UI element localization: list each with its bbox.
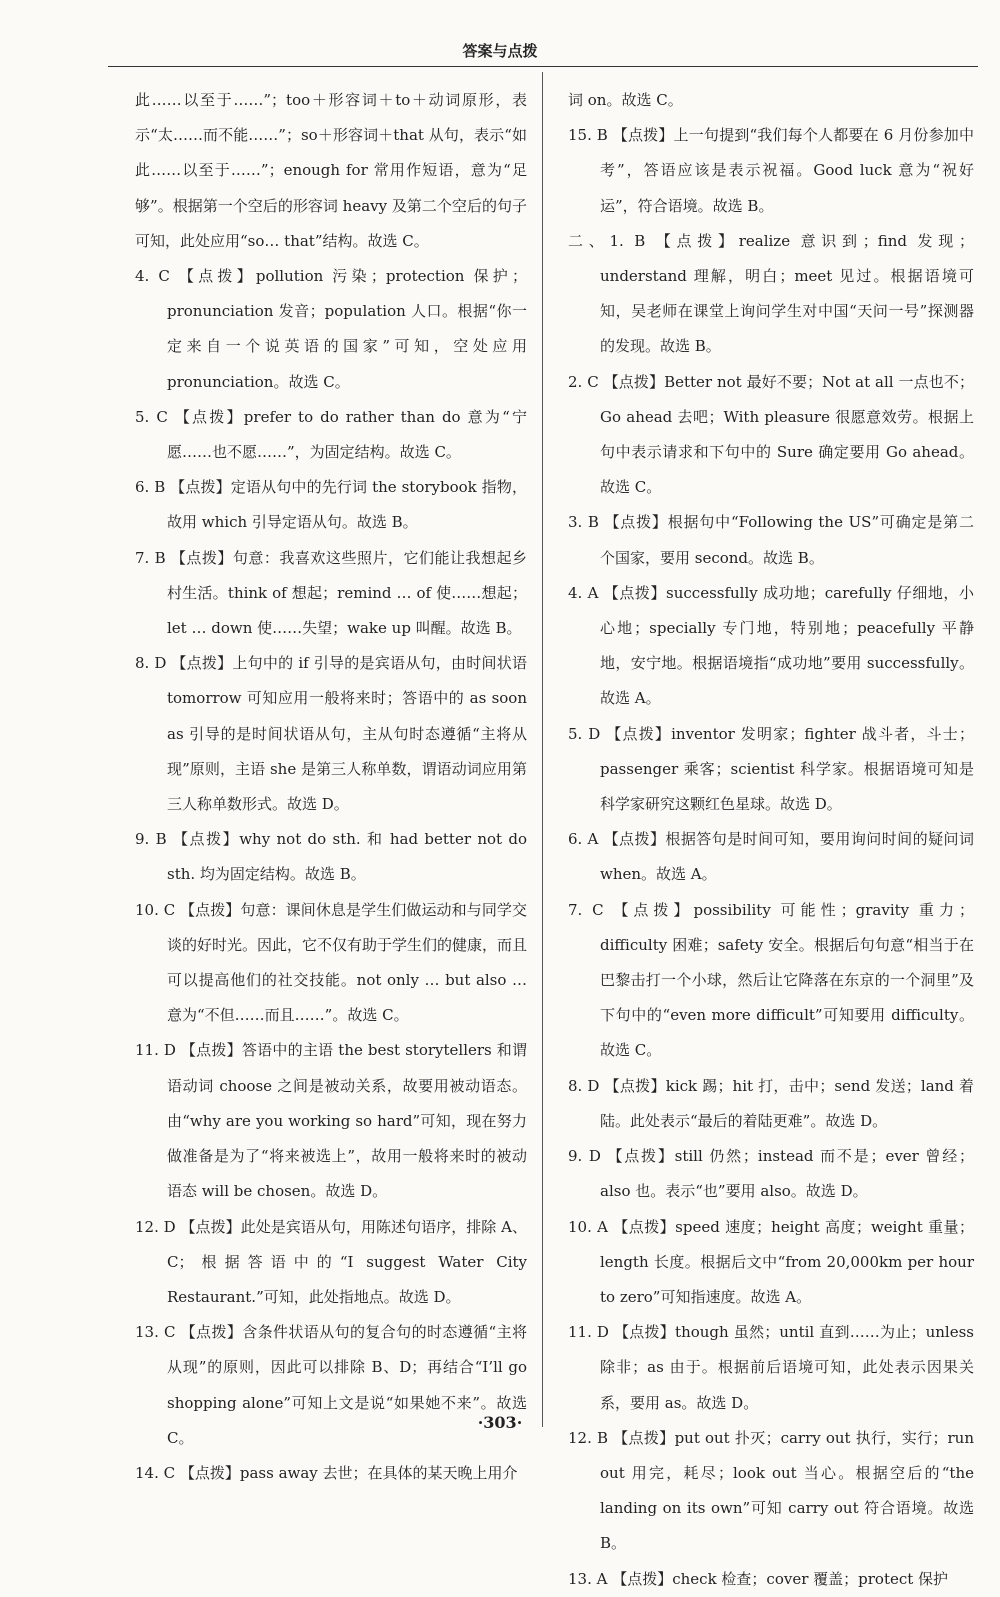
- answer-item: 10. C 【点拨】句意：课间休息是学生们做运动和与同学交谈的好时光。因此，它不仅有助于学生们的健康，而且可以提高他们的社交技能。not only … but also … 意为“不但……而且……”。故选 C。: [135, 900, 532, 1025]
- header-rule: [108, 66, 978, 67]
- answer-item: 5. D 【点拨】inventor 发明家；fighter 战斗者，斗士；passenger 乘客；scientist 科学家。根据语境可知是科学家研究这颗红色星球。故选 D。: [568, 724, 974, 814]
- answer-item: 13. C 【点拨】含条件状语从句的复合句的时态遵循“主将从现”的原则，因此可以排除 B、D；再结合“I’ll go shopping alone”可知上文是说“如果她不来”。故选 C。: [135, 1323, 532, 1447]
- answer-item: 4. A 【点拨】successfully 成功地；carefully 仔细地，小心地；specially 专门地，特别地；peacefully 平静地，安宁地。根据语境指“成功地”要用 successfully。故选 A。: [568, 583, 974, 708]
- answer-item: 12. B 【点拨】put out 扑灭；carry out 执行，实行；run out 用完，耗尽；look out 当心。根据空后的“the landing on its own”可知 carry out 符合语境。故选 B。: [568, 1428, 979, 1553]
- page-header: 答案与点拨: [462, 42, 538, 60]
- section-item: 二、1. B 【点拨】realize 意识到；find 发现；understand 理解，明白；meet 见过。根据语境可知，吴老师在课堂上询问学生对中国“天问一号”探测器的发现。故选 B。: [568, 231, 974, 356]
- answer-item: 7. B 【点拨】句意：我喜欢这些照片，它们能让我想起乡村生活。think of 想起；remind … of 使……想起；let … down 使……失望；wake up 叫醒。故选 B。: [135, 548, 527, 638]
- answer-item: 此……以至于……”；too＋形容词＋to＋动词原形，表示“太……而不能……”；so＋形容词＋that 从句，表示“如此……以至于……”；enough for 常用作短语，意为“足够”。根据第一个空后的形容词 heavy 及第二个空后的句子可知，此处应用“so… that”结构。故选 C。: [135, 91, 527, 250]
- answer-item: 5. C 【点拨】prefer to do rather than do 意为“宁愿……也不愿……”，为固定结构。故选 C。: [135, 407, 527, 462]
- answer-item: 2. C 【点拨】Better not 最好不要；Not at all 一点也不；Go ahead 去吧；With pleasure 很愿意效劳。根据上句中表示请求和下句中的 Sure 确定要用 Go ahead。故选 C。: [568, 372, 974, 497]
- answer-item: 词 on。故选 C。: [568, 91, 683, 109]
- page-number: ·303·: [477, 1413, 523, 1432]
- answer-item: 4. C 【点拨】pollution 污染；protection 保护；pronunciation 发音；population 人口。根据“你一定来自一个说英语的国家”可知，空处应用 pronunciation。故选 C。: [135, 267, 532, 391]
- answer-item: 10. A 【点拨】speed 速度；height 高度；weight 重量；length 长度。根据后文中“from 20,000km per hour to zero”可知指速度。故选 A。: [568, 1217, 979, 1306]
- left-column: [135, 83, 532, 1491]
- answer-item: 11. D 【点拨】答语中的主语 the best storytellers 和谓语动词 choose 之间是被动关系，故要用被动语态。由“why are you working so hard”可知，现在努力做准备是为了“将来被选上”，故用一般将来时的被动语态 will be chosen。故选 D。: [135, 1041, 527, 1201]
- answer-item: 12. D 【点拨】此处是宾语从句，用陈述句语序，排除 A、C；根据答语中的“I suggest Water City Restaurant.”可知，此处指地点。故选 D。: [135, 1217, 532, 1306]
- answer-item: 6. B 【点拨】定语从句中的先行词 the storybook 指物，故用 which 引导定语从句。故选 B。: [135, 478, 527, 532]
- answer-item: 6. A 【点拨】根据答句是时间可知，要用询问时间的疑问词 when。故选 A。: [568, 830, 979, 884]
- right-column: [568, 83, 979, 1597]
- answer-item: 3. B 【点拨】根据句中“Following the US”可确定是第二个国家，要用 second。故选 B。: [568, 513, 974, 567]
- answer-item: 9. D 【点拨】still 仍然；instead 而不是；ever 曾经；also 也。表示“也”要用 also。故选 D。: [568, 1147, 974, 1201]
- answer-item: 7. C 【点拨】possibility 可能性；gravity 重力；difficulty 困难；safety 安全。根据后句句意“相当于在巴黎击打一个小球，然后让它降落在东京的一个洞里”及下句中的“even more difficult”可知要用 difficulty。故选 C。: [568, 900, 974, 1060]
- answer-item: 8. D 【点拨】kick 踢；hit 打，击中；send 发送；land 着陆。此处表示“最后的着陆更难”。故选 D。: [568, 1076, 974, 1130]
- answer-item: 9. B 【点拨】why not do sth. 和 had better not do sth. 均为固定结构。故选 B。: [135, 830, 532, 884]
- answer-item: 14. C 【点拨】pass away 去世；在具体的某天晚上用介: [135, 1463, 518, 1482]
- answer-item: 13. A 【点拨】check 检查；cover 覆盖；protect 保护: [568, 1569, 949, 1588]
- column-divider: [542, 72, 543, 1427]
- answer-item: 11. D 【点拨】though 虽然；until 直到……为止；unless 除非；as 由于。根据前后语境可知，此处表示因果关系，要用 as。故选 D。: [568, 1323, 979, 1412]
- answer-item: 8. D 【点拨】上句中的 if 引导的是宾语从句，由时间状语 tomorrow 可知应用一般将来时；答语中的 as soon as 引导的是时间状语从句，主从句时态遵循“主将从现”原则，主语 she 是第三人称单数，谓语动词应用第三人称单数形式。故选 D。: [135, 654, 532, 814]
- answer-item: 15. B 【点拨】上一句提到“我们每个人都要在 6 月份参加中考”，答语应该是表示祝福。Good luck 意为“祝好运”，符合语境。故选 B。: [568, 126, 974, 215]
